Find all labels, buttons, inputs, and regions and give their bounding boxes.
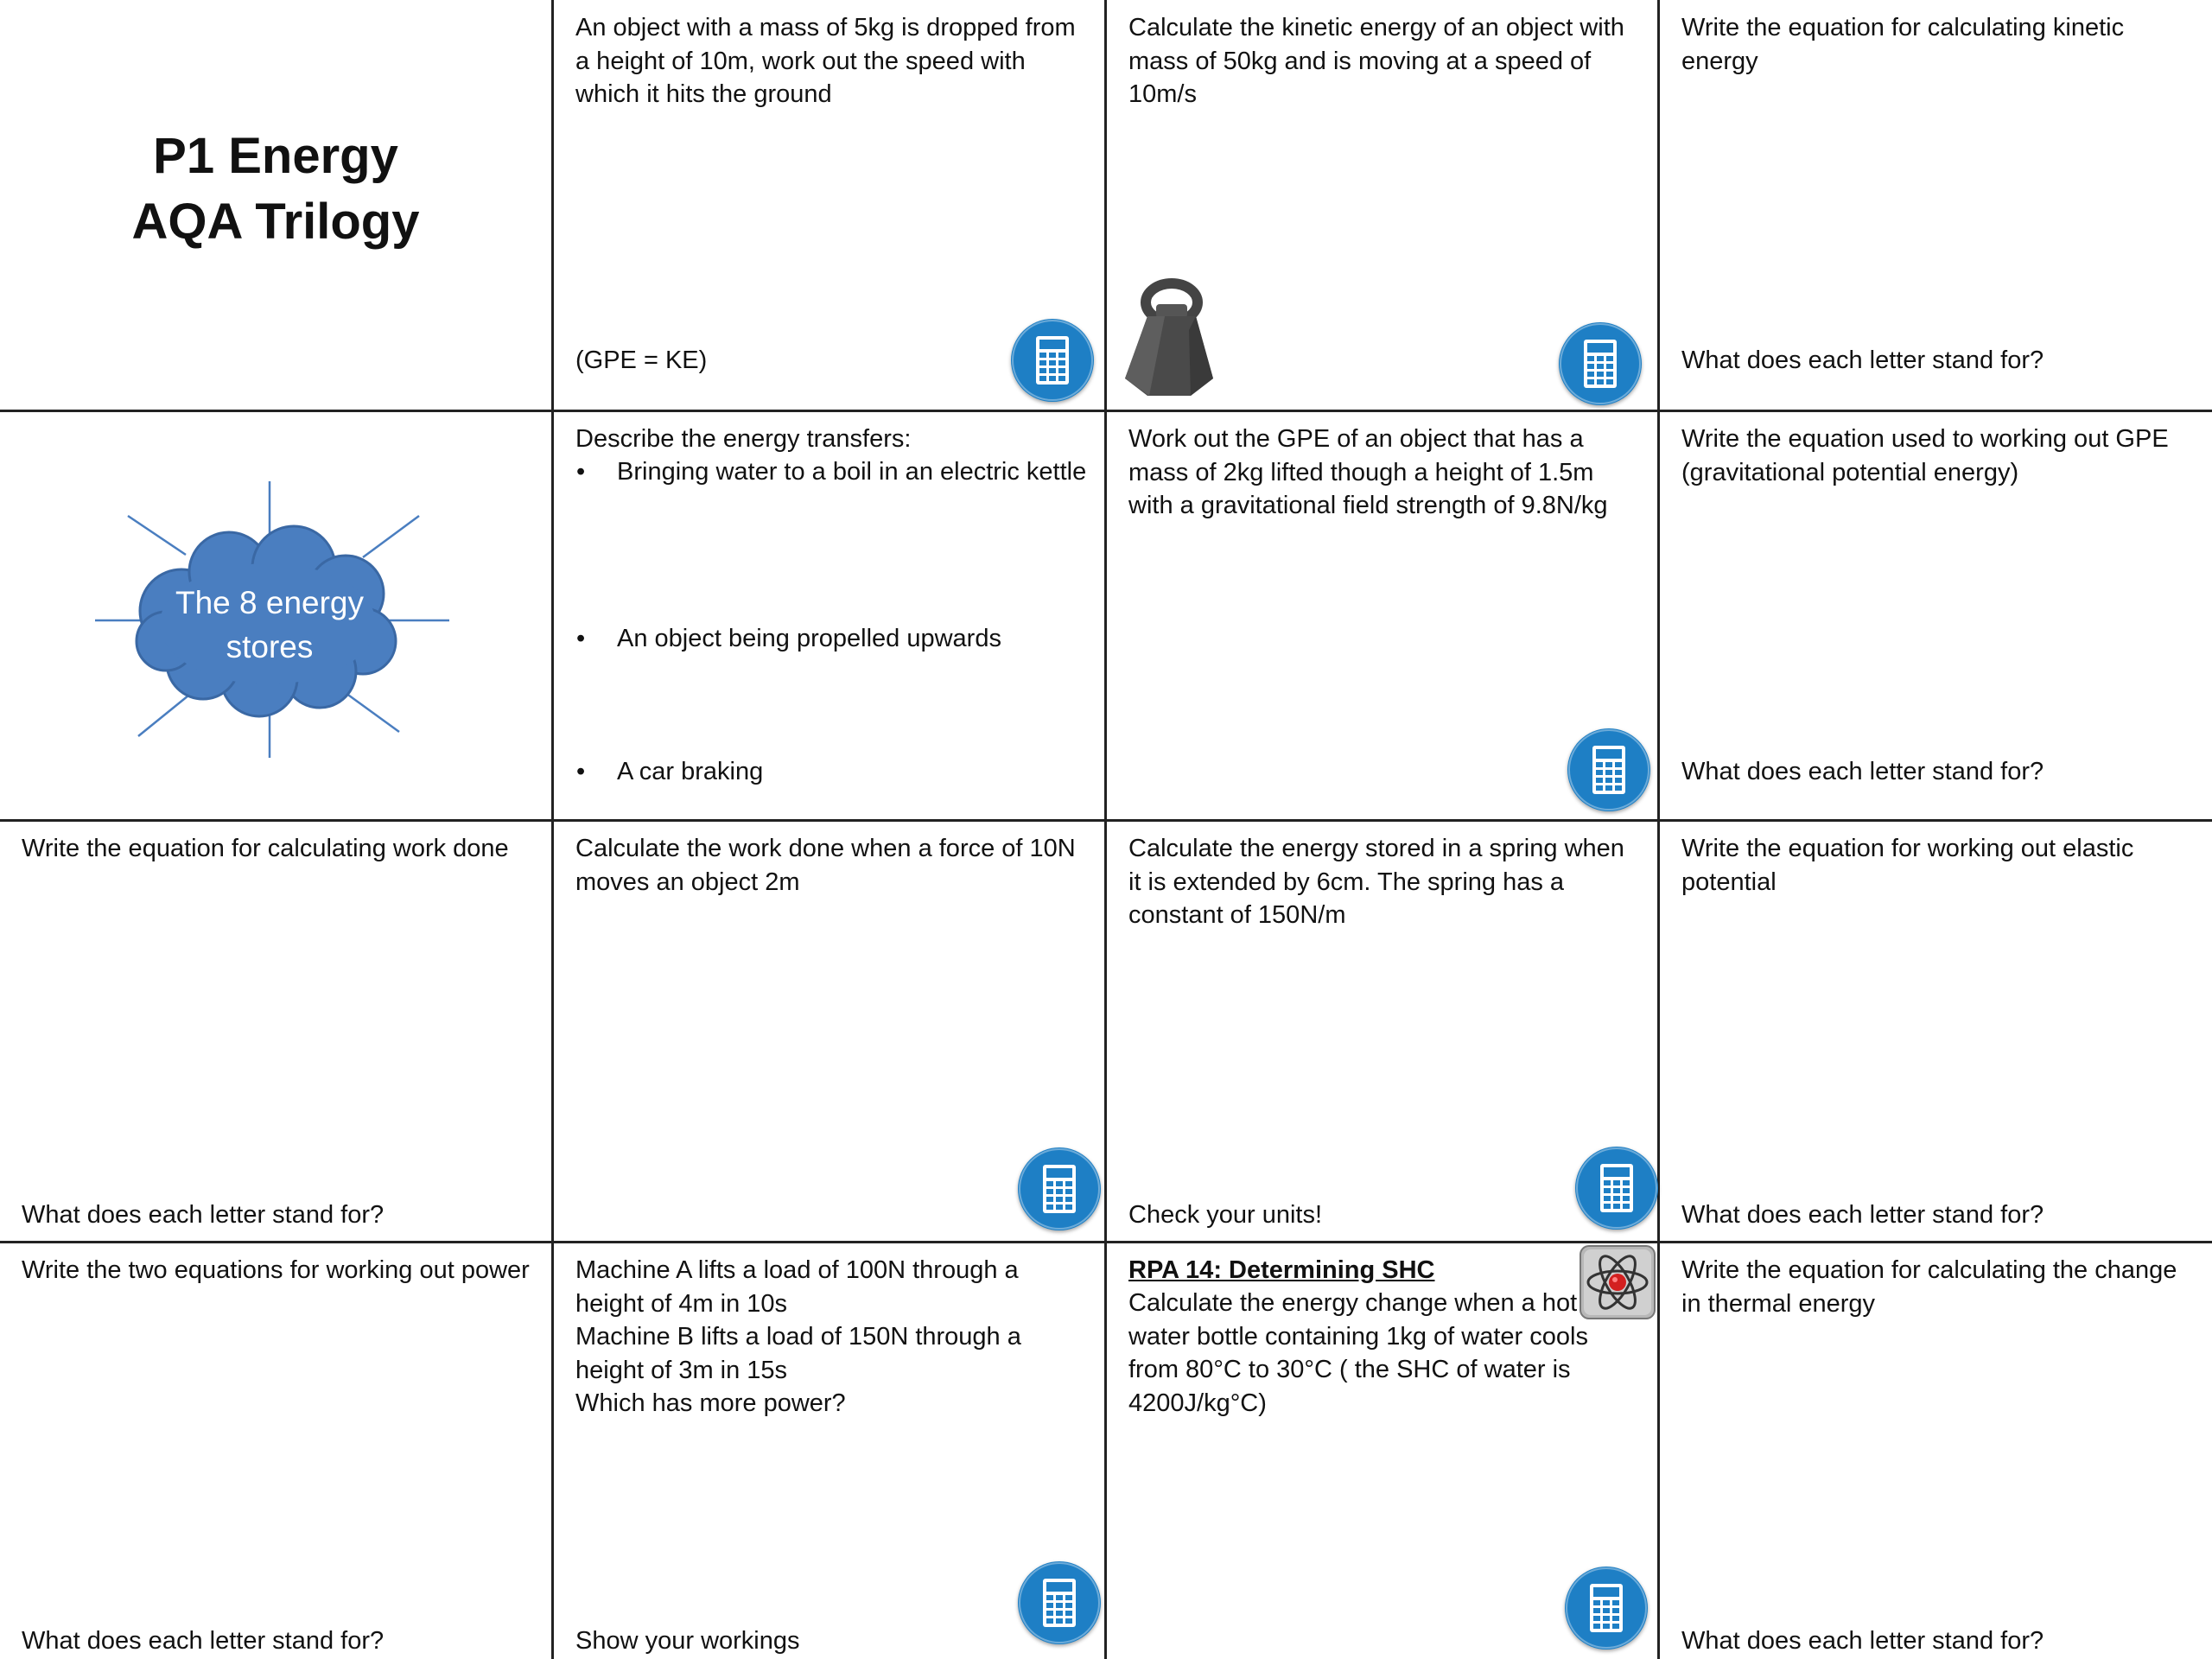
question-text: An object with a mass of 5kg is dropped from a height of 10m, work out the speed with which it hits the ground	[575, 14, 1076, 108]
question-cell-energy-transfers	[554, 412, 1104, 819]
question-text: Describe the energy transfers:	[575, 425, 912, 453]
question-block	[1128, 1254, 1562, 1287]
question-text: Calculate the energy stored in a spring when it is extended by 6cm. The spring has a constant of 150N/m	[1128, 835, 1624, 929]
question-cell-elastic-equation	[1660, 822, 2212, 1241]
calculator-icon	[1018, 1147, 1101, 1230]
list-item: • Bringing water to a boil in an electric kettle	[617, 455, 1087, 489]
question-cell-kinetic-energy	[1107, 0, 1657, 410]
title-cell	[0, 0, 551, 410]
page-title	[0, 124, 551, 255]
question-cell-gpe-equation	[1660, 412, 2212, 819]
title-line-1: P1 Energy	[153, 128, 398, 184]
question-text: Calculate the work done when a force of 10N moves an object 2m	[575, 835, 1076, 896]
question-cell-thermal-equation	[1660, 1243, 2212, 1659]
list-item: • An object being propelled upwards	[617, 622, 1087, 656]
calculator-icon	[1565, 1567, 1648, 1649]
question-cell-spring-energy	[1107, 822, 1657, 1241]
cloud-label-line-1: The 8 energy	[175, 585, 365, 620]
calculator-glyph	[1018, 1147, 1101, 1230]
question-cell-machine-power	[554, 1243, 1104, 1659]
energy-stores-cell	[0, 412, 551, 819]
calculator-glyph	[1018, 1561, 1101, 1644]
question-text: Calculate the energy change when a hot water bottle containing 1kg of water cools from 80°C to 30°C ( the SHC of water is 4200J/kg°C)	[1128, 1289, 1588, 1417]
question-hint: What does each letter stand for?	[22, 1200, 385, 1229]
calculator-glyph	[1011, 319, 1094, 402]
atom-icon	[1579, 1244, 1656, 1320]
question-cell-gpe	[1107, 412, 1657, 819]
question-hint: What does each letter stand for?	[1681, 1200, 2044, 1229]
calculator-glyph	[1575, 1147, 1658, 1230]
question-hint: What does each letter stand for?	[1681, 1626, 2044, 1655]
question-text: Write the equation for calculating kinetic energy	[1681, 14, 2125, 75]
question-text: Write the equation for working out elastic potential	[1681, 835, 2134, 896]
cloud-diagram	[86, 481, 458, 758]
list-item: • A car braking	[617, 755, 1087, 789]
calculator-icon	[1575, 1147, 1658, 1230]
question-hint: Show your workings	[575, 1626, 800, 1655]
calculator-icon	[1011, 319, 1094, 402]
question-hint: What does each letter stand for?	[1681, 757, 2044, 785]
cloud-shape	[137, 526, 396, 716]
weight-icon	[1122, 278, 1218, 396]
question-text: Write the equation for calculating the change in thermal energy	[1681, 1256, 2177, 1318]
question-text: Machine A lifts a load of 100N through a height of 4m in 10s Machine B lifts a load of 150N through a height of 3m in 15s Which has more power?	[575, 1256, 1021, 1417]
question-text: Write the two equations for working out power	[22, 1256, 530, 1284]
question-cell-shc	[1107, 1243, 1657, 1659]
question-cell-work-done-equation	[0, 822, 551, 1241]
question-hint: Check your units!	[1128, 1200, 1323, 1229]
question-cell-ke-equation	[1660, 0, 2212, 410]
question-hint: What does each letter stand for?	[22, 1626, 385, 1655]
question-cell-speed	[554, 0, 1104, 410]
calculator-icon	[1559, 322, 1642, 405]
question-cell-work-done	[554, 822, 1104, 1241]
calculator-icon	[1567, 728, 1650, 811]
question-text: Write the equation used to working out GPE (gravitational potential energy)	[1681, 425, 2169, 486]
calculator-glyph	[1565, 1567, 1648, 1649]
cloud-label-line-2: stores	[226, 629, 314, 664]
question-hint: What does each letter stand for?	[1681, 346, 2044, 374]
question-hint: (GPE = KE)	[575, 346, 708, 374]
calculator-glyph	[1567, 728, 1650, 811]
question-cell-power-equations	[0, 1243, 551, 1659]
question-text: Write the equation for calculating work done	[22, 835, 509, 862]
title-line-2: AQA Trilogy	[131, 194, 420, 250]
calculator-icon	[1018, 1561, 1101, 1644]
rpa-heading: RPA 14: Determining SHC	[1128, 1256, 1435, 1284]
calculator-glyph	[1559, 322, 1642, 405]
question-text: Calculate the kinetic energy of an object with mass of 50kg and is moving at a speed of 10m/s	[1128, 14, 1624, 108]
question-text: Work out the GPE of an object that has a mass of 2kg lifted though a height of 1.5m with a gravitational field strength of 9.8N/kg	[1128, 425, 1608, 519]
